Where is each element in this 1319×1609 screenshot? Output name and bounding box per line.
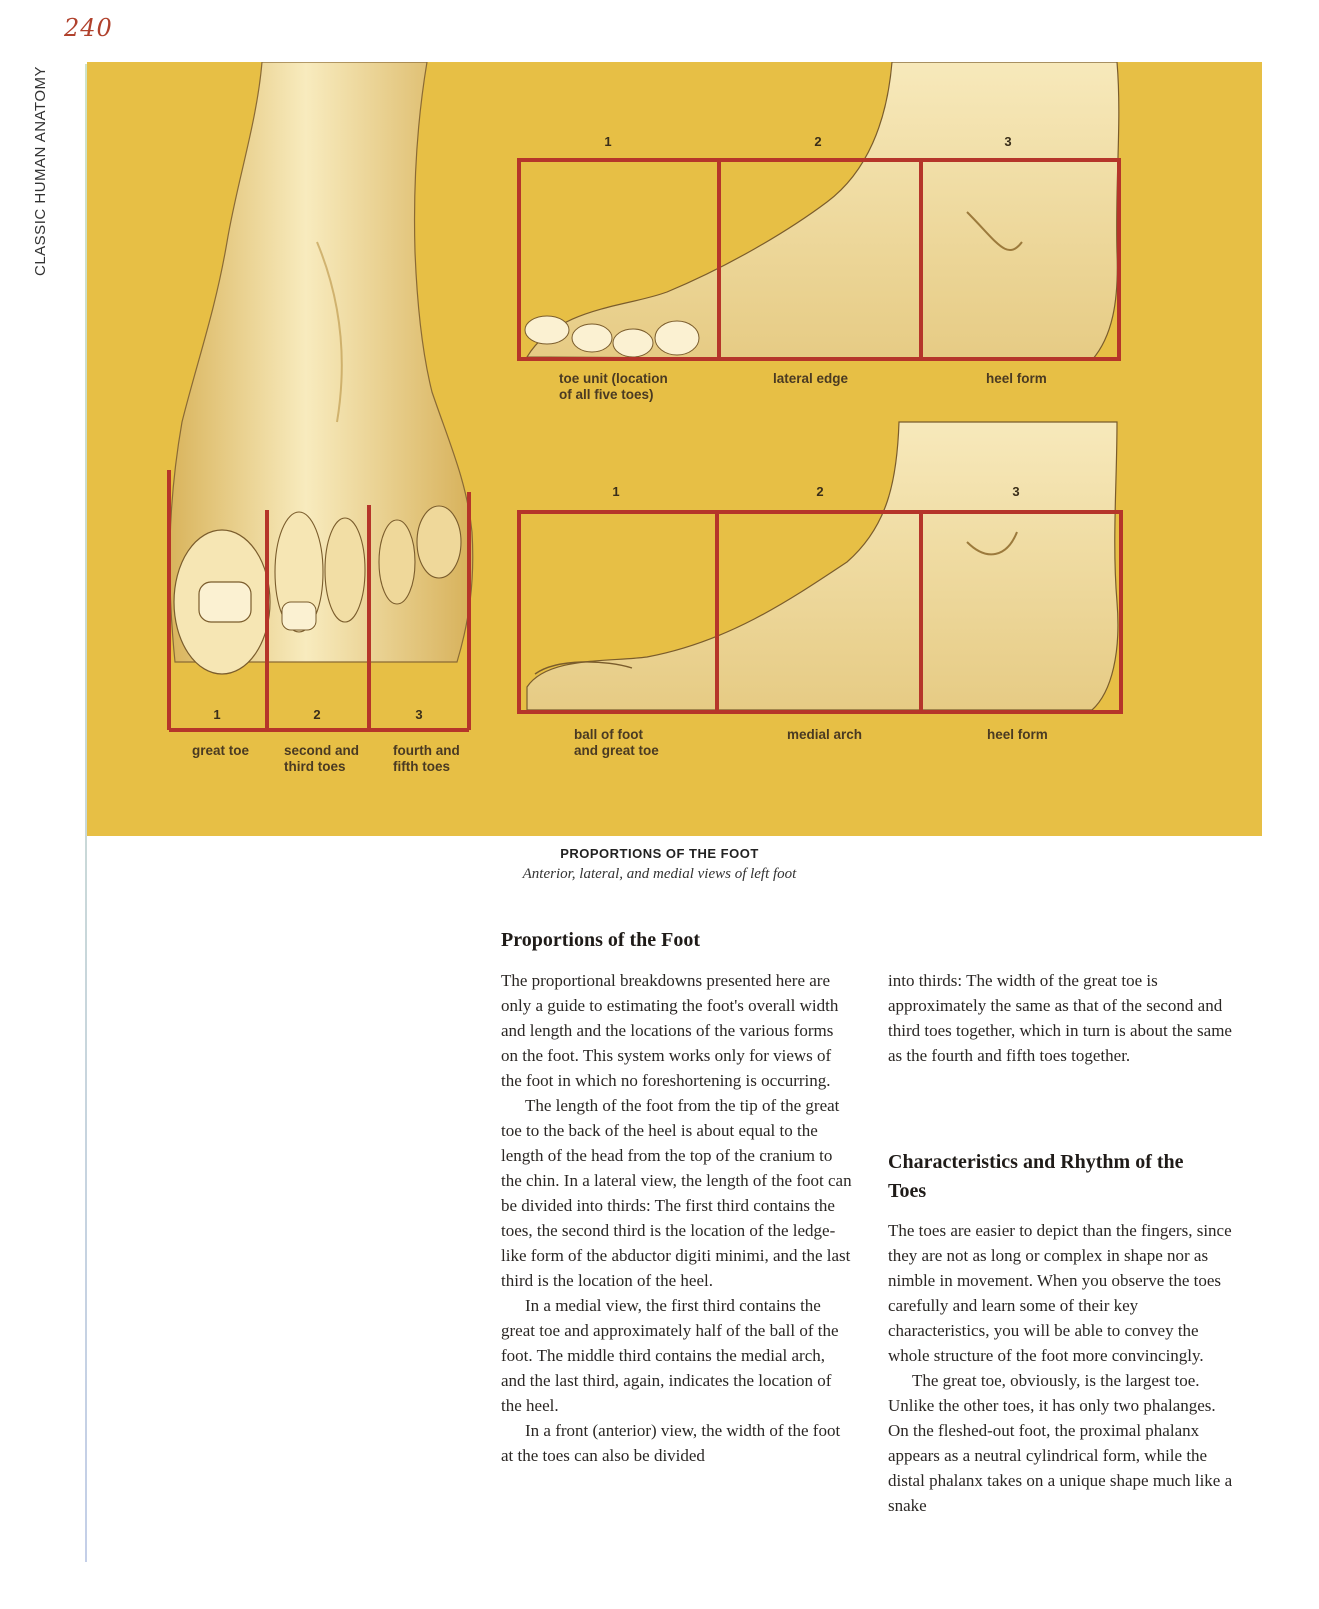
medial-label-medial-arch: medial arch <box>787 727 863 742</box>
section-heading-toes: Characteristics and Rhythm of the Toes <box>888 1151 1184 1202</box>
lateral-number-3: 3 <box>1004 134 1012 149</box>
figure-caption-title: PROPORTIONS OF THE FOOT <box>560 846 759 861</box>
right-column-text <box>888 1218 1238 1518</box>
anterior-label-great-toe: great toe <box>192 743 250 758</box>
left-column-text <box>501 968 853 1468</box>
paragraph: In a medial view, the first third contains the great toe and approximately half of the ball of the foot. The middle third contains the medial arch, and the last third, again, indicates the location of the heel. <box>501 1296 839 1415</box>
right-column-continuation <box>888 968 1238 1068</box>
medial-foot-drawing <box>527 422 1118 710</box>
section-heading-proportions: Proportions of the Foot <box>501 929 701 951</box>
paragraph: into thirds: The width of the great toe is approximately the same as that of the second and third toes together, which in turn is about the same as the fourth and fifth toes together. <box>888 971 1232 1065</box>
paragraph: In a front (anterior) view, the width of the foot at the toes can also be divided <box>501 1421 841 1465</box>
medial-number-2: 2 <box>816 484 824 499</box>
lateral-number-2: 2 <box>814 134 822 149</box>
lateral-label-lateral-edge: lateral edge <box>773 371 849 386</box>
figure-caption-subtitle: Anterior, lateral, and medial views of left foot <box>522 866 797 882</box>
lateral-number-1: 1 <box>604 134 612 149</box>
foot-illustration <box>87 62 1262 836</box>
medial-number-3: 3 <box>1012 484 1020 499</box>
anterior-number-3: 3 <box>415 707 423 722</box>
paragraph: The toes are easier to depict than the fingers, since they are not as long or complex in shape nor as nimble in movement. When you observe the toes carefully and learn some of their key characteristics, you will be able to convey the whole structure of the foot more convincingly. <box>888 1221 1232 1365</box>
anterior-foot-drawing <box>170 62 473 674</box>
medial-label-heel-form: heel form <box>987 727 1048 742</box>
figure-panel <box>87 62 1262 836</box>
paragraph: The length of the foot from the tip of the great toe to the back of the heel is about equal to the length of the head from the top of the cranium to the chin. In a lateral view, the length of the foot can be divided into thirds: The first third contains the toes, the second third is the location of the ledge-like form of the abductor digiti minimi, and the last third is the location of the heel. <box>501 1096 852 1290</box>
paragraph: The great toe, obviously, is the largest toe. Unlike the other toes, it has only two phalanges. On the fleshed-out foot, the proximal phalanx appears as a neutral cylindrical form, while the distal phalanx takes on a unique shape much like a snake <box>888 1371 1233 1515</box>
medial-label-ball-of-foot: ball of foot and great toe <box>574 727 659 758</box>
anterior-number-1: 1 <box>213 707 221 722</box>
anterior-label-second-third-toes: second and third toes <box>284 743 360 774</box>
running-head: CLASSIC HUMAN ANATOMY <box>32 66 49 276</box>
lateral-label-heel-form: heel form <box>986 371 1047 386</box>
medial-number-1: 1 <box>612 484 620 499</box>
anterior-label-fourth-fifth-toes: fourth and fifth toes <box>393 743 460 774</box>
page-number: 240 <box>64 14 113 42</box>
paragraph: The proportional breakdowns presented here are only a guide to estimating the foot's overall width and length and the locations of the various forms on the foot. This system works only for views of the foot in which no foreshortening is occurring. <box>501 971 839 1090</box>
anterior-number-2: 2 <box>313 707 321 722</box>
lateral-label-toe-unit: toe unit (location of all five toes) <box>559 371 668 402</box>
lateral-foot-drawing <box>525 62 1119 360</box>
